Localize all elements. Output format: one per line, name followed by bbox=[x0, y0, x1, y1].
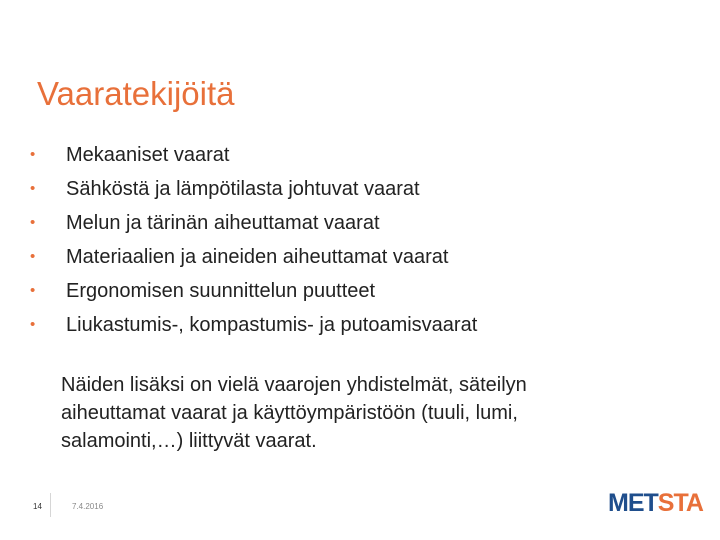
bullet-text: Sähköstä ja lämpötilasta johtuvat vaarat bbox=[66, 178, 420, 200]
bullet-text: Mekaaniset vaarat bbox=[66, 144, 230, 166]
page-number: 14 bbox=[33, 502, 42, 511]
bullet-dot-icon: • bbox=[30, 248, 36, 265]
note-paragraph: Näiden lisäksi on vielä vaarojen yhdistelmät, säteilyn aiheuttamat vaarat ja käyttöympäristöön (tuuli, lumi, salamointi,…) liittyvät vaarat. bbox=[61, 374, 527, 452]
bullet-dot-icon: • bbox=[30, 214, 36, 231]
slide-title: Vaaratekijöitä bbox=[37, 75, 235, 112]
bullet-text: Melun ja tärinän aiheuttamat vaarat bbox=[66, 212, 380, 234]
footer-divider bbox=[50, 493, 51, 517]
footer-date: 7.4.2016 bbox=[72, 502, 104, 511]
metsta-logo bbox=[608, 489, 703, 517]
bullet-dot-icon: • bbox=[30, 146, 36, 163]
bullet-dot-icon: • bbox=[30, 282, 36, 299]
logo-part-met: MET bbox=[608, 489, 658, 517]
bullet-text: Materiaalien ja aineiden aiheuttamat vaarat bbox=[66, 246, 449, 268]
bullet-text: Ergonomisen suunnittelun puutteet bbox=[66, 280, 376, 302]
bullet-text: Liukastumis-, kompastumis- ja putoamisvaarat bbox=[66, 314, 478, 336]
bullet-dot-icon: • bbox=[30, 180, 36, 197]
bullet-dot-icon: • bbox=[30, 316, 36, 333]
logo-part-sta: STA bbox=[657, 489, 703, 517]
